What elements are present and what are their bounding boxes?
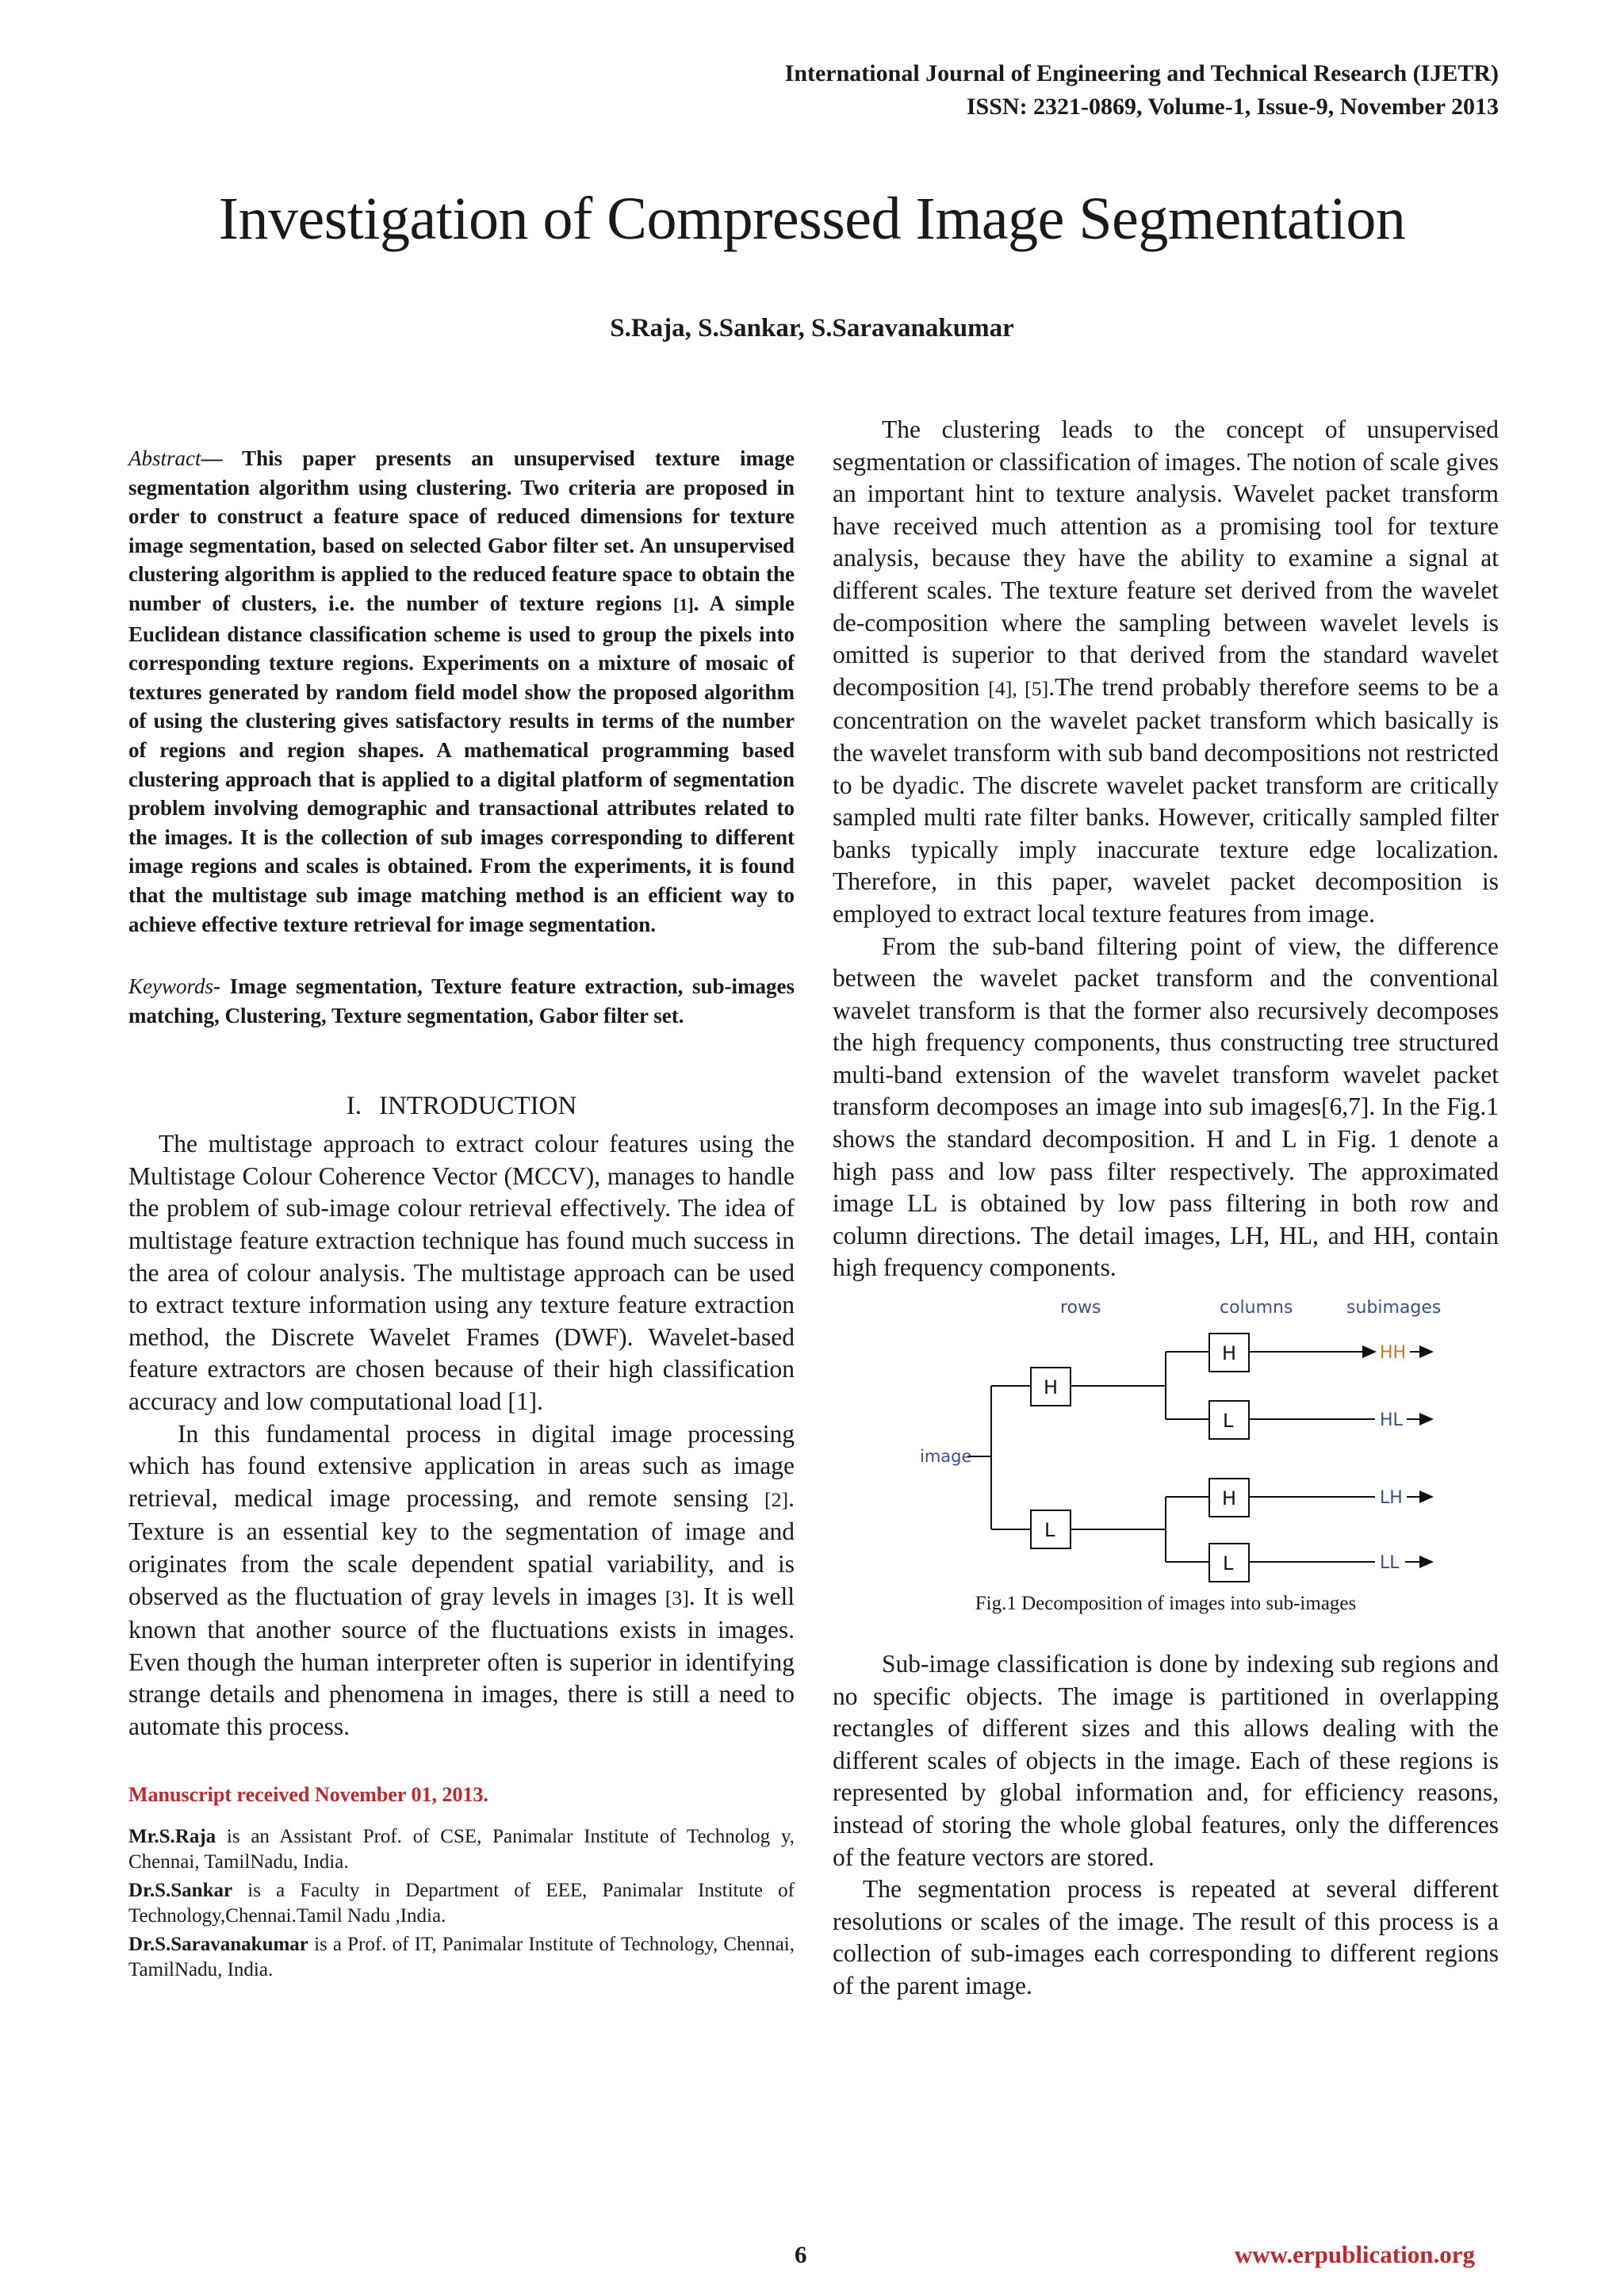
affiliation-3-name: Dr.S.Saravanakumar [128, 1933, 308, 1955]
section-number: I. [346, 1092, 362, 1121]
affiliation-1-name: Mr.S.Raja [128, 1825, 216, 1847]
right-p1-text-b: .The trend probably therefore seems to be a concentration on the wavelet packet transform which basically is the wavelet transform with sub band decompositions not restricted to be dyadic. The discrete wavelet packet transform are critically sampled multi rate filter banks. However, critically sampled filter banks typically imply inaccurate texture edge localization. Therefore, in this paper, wavelet packet decomposition is employed to extract local texture features from image. [833, 672, 1499, 928]
abstract-ref: [1] [672, 594, 694, 614]
label-columns: columns [1220, 1298, 1293, 1318]
label-rows: rows [1060, 1298, 1101, 1318]
paper-title: Investigation of Compressed Image Segmentation [218, 186, 1406, 252]
right-column [833, 414, 1499, 2003]
section-heading-introduction [128, 1089, 795, 1123]
affiliation-2-text: is a Faculty in Department of EEE, Panimalar Institute of Technology,Chennai.Tamil Nadu ,India. [128, 1879, 795, 1927]
label-image: image [920, 1447, 972, 1467]
keywords-text: - Image segmentation, Texture feature extraction, sub-images matching, Clustering, Texture segmentation, Gabor filter set. [128, 974, 795, 1027]
abstract [128, 444, 795, 939]
affiliation-2-name: Dr.S.Sankar [128, 1879, 233, 1901]
figure-caption: Fig.1 Decomposition of images into sub-images [975, 1593, 1357, 1615]
col-filter-l1-label: L [1223, 1410, 1234, 1433]
abstract-dash: — [201, 446, 243, 470]
decomposition-diagram [833, 1292, 1499, 1586]
journal-issn: ISSN: 2321-0869, Volume-1, Issue-9, November 2013 [966, 94, 1499, 120]
figure-1 [833, 1292, 1499, 1617]
output-ll: LL [1380, 1553, 1400, 1574]
intro-paragraph-1: The multistage approach to extract colour features using the Multistage Colour Coherence Vector (MCCV), manages to handle the problem of sub-image colour retrieval effectively. The idea of multistage feature extraction technique has found much success in the area of colour analysis. The multistage approach can be used to extract texture information using any texture feature extraction method, the Discrete Wavelet Frames (DWF). Wavelet-based feature extractors are chosen because of their high classification accuracy and low computational load [1]. [128, 1130, 795, 1416]
right-p1-text-a: The clustering leads to the concept of unsupervised segmentation or classification of images. The notion of scale gives an important hint to texture analysis. Wavelet packet transform have received much attention as a promising tool for texture analysis, because they have the ability to examine a signal at different scales. The texture feature set derived from the wavelet de-composition where the sampling between wavelet levels is omitted is superior to that derived from the standard wavelet decomposition [833, 415, 1499, 701]
intro-paragraph-2 [128, 1418, 795, 1743]
journal-name: International Journal of Engineering and Technical Research (IJETR) [784, 60, 1499, 86]
col-filter-h1-label: H [1222, 1342, 1237, 1365]
row-filter-l-label: L [1044, 1519, 1055, 1542]
section-title: INTRODUCTION [378, 1092, 577, 1121]
label-subimages: subimages [1346, 1298, 1442, 1318]
output-lh: LH [1380, 1488, 1403, 1509]
abstract-text-2: . A simple Euclidean distance classification scheme is used to group the pixels into corresponding texture regions. Experiments on a mixture of mosaic of textures generated by random field model show the proposed algorithm of using the clustering gives satisfactory results in terms of the number of regions and region shapes. A mathematical programming based clustering approach that is applied to a digital platform of segmentation problem involving demographic and transactional attributes related to the images. It is the collection of sub images corresponding to different image regions and scales is obtained. From the experiments, it is found that the multistage sub image matching method is an efficient way to achieve effective texture retrieval for image segmentation. [128, 591, 795, 936]
left-column [128, 444, 795, 1986]
col-filter-h2-label: H [1222, 1487, 1237, 1510]
keywords [128, 972, 795, 1030]
abstract-text-1: This paper presents an unsupervised texture image segmentation algorithm using clustering. Two criteria are proposed in order to construct a feature space of reduced dimensions for texture image segmentation, based on selected Gabor filter set. An unsupervised clustering algorithm is applied to the reduced feature space to obtain the number of clusters, i.e. the number of texture regions [128, 446, 795, 615]
row-filter-h-label: H [1044, 1376, 1059, 1399]
right-paragraph-1 [833, 414, 1499, 931]
col-filter-l2-label: L [1223, 1552, 1234, 1575]
right-paragraph-3: Sub-image classification is done by indexing sub regions and no specific objects. The image is partitioned in overlapping rectangles of different sizes and this allows dealing with the different scales of objects in the image. Each of these regions is represented by global information and, for efficiency reasons, instead of storing the whole global features, only the differences of the feature vectors are stored. [833, 1650, 1499, 1871]
affiliation-2 [128, 1878, 795, 1929]
right-paragraph-4: The segmentation process is repeated at several different resolutions or scales of the image. The result of this process is a collection of sub-images each corresponding to different regions of the parent image. [833, 1875, 1499, 1999]
keywords-label: Keywords [128, 974, 213, 999]
affiliation-1 [128, 1824, 795, 1875]
intro-p2-text-c: . It is well known that another source of the fluctuations exists in images. Even though the human interpreter often is superior in identifying strange details and phenomena in images, there is still a need to automate this process. [128, 1582, 795, 1740]
affiliation-1-text: is an Assistant Prof. of CSE, Panimalar Institute of Technolog y, Chennai, TamilNadu, India. [128, 1825, 795, 1873]
abstract-label: Abstract [128, 446, 201, 470]
output-hh: HH [1380, 1343, 1407, 1364]
page-number: 6 [795, 2241, 807, 2268]
output-hl: HL [1380, 1410, 1403, 1431]
right-paragraph-2: From the sub-band filtering point of view, the difference between the wavelet packet transform and the conventional wavelet transform is that the former also recursively decomposes the high frequency components, thus constructing tree structured multi-band extension of the wavelet transform wavelet packet transform decomposes an image into sub images[6,7]. In the Fig.1 shows the standard decomposition. H and L in Fig. 1 denote a high pass and low pass filter respectively. The approximated image LL is obtained by low pass filtering in both row and column directions. The detail images, LH, HL, and HH, contain high frequency components. [833, 932, 1499, 1282]
affiliation-3-text: is a Prof. of IT, Panimalar Institute of Technology, Chennai, TamilNadu, India. [128, 1933, 795, 1980]
intro-p2-text-b: . Texture is an essential key to the segmentation of image and originates from the scale dependent spatial variability, and is observed as the fluctuation of gray levels in images [128, 1483, 795, 1610]
publisher-url[interactable]: www.erpublication.org [1234, 2241, 1475, 2268]
right-p1-ref: [4], [5] [988, 676, 1049, 700]
journal-header [785, 57, 1499, 124]
intro-p2-ref-1: [2] [764, 1487, 789, 1511]
manuscript-received: Manuscript received November 01, 2013. [128, 1782, 488, 1806]
intro-p2-text-a: In this fundamental process in digital image processing which has found extensive application in areas such as image retrieval, medical image processing, and remote sensing [128, 1419, 795, 1512]
affiliation-3 [128, 1932, 795, 1983]
intro-p2-ref-2: [3] [665, 1586, 689, 1609]
paper-authors: S.Raja, S.Sankar, S.Saravanakumar [610, 314, 1014, 342]
